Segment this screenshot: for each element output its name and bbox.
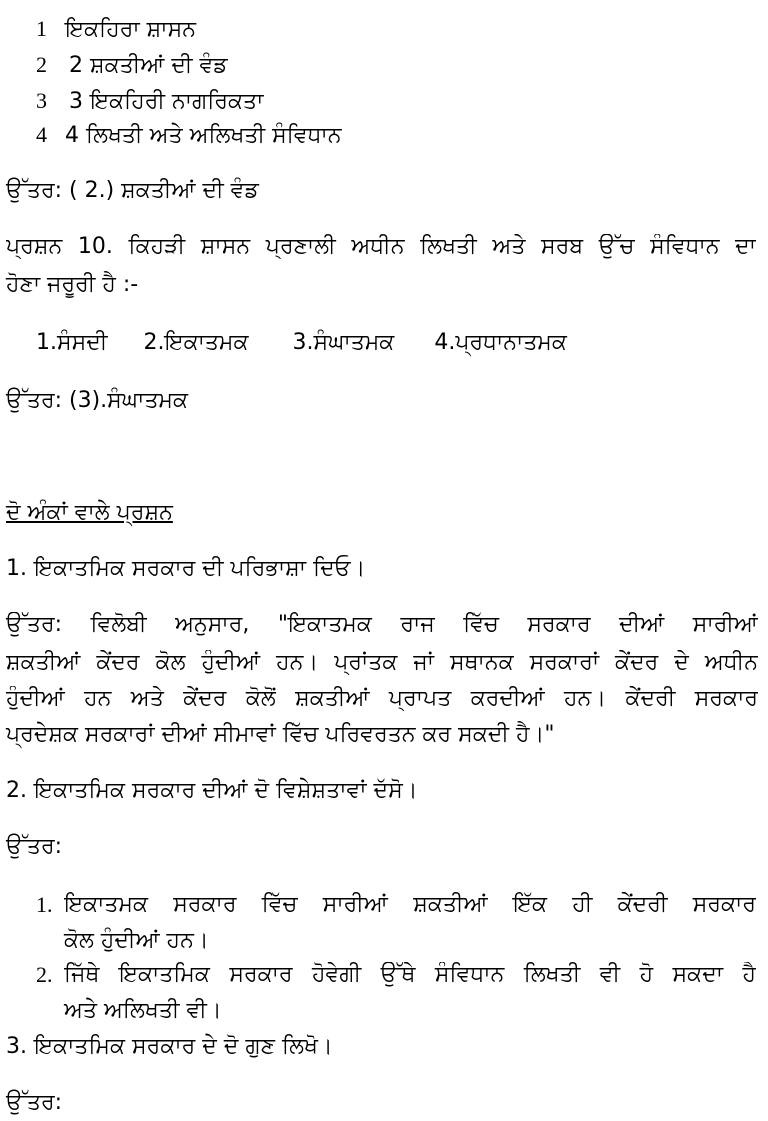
q2-answer-label: ਉੱਤਰ: [6,834,63,859]
option-number: 2 [36,52,47,77]
q2-point-1-line1: ਇਕਾਤਮਕ ਸਰਕਾਰ ਵਿੱਚ ਸਾਰੀਆਂ ਸ਼ਕਤੀਆਂ ਇੱਕ ਹੀ ਕੇਂਦਰੀ ਸਰਕਾਰ [64,892,756,917]
q2-point-1-line2: ਕੋਲ ਹੁੰਦੀਆਂ ਹਨ। [64,928,209,953]
option-text: 3 ਇਕਹਿਰੀ ਨਾਗਰਿਕਤਾ [69,89,264,114]
q2-question: 2. ਇਕਾਤਮਿਕ ਸਰਕਾਰ ਦੀਆਂ ਦੋ ਵਿਸ਼ੇਸ਼ਤਾਵਾਂ ਦੱਸੋ। [6,778,418,803]
option-text: ਇਕਹਿਰਾ ਸ਼ਾਸਨ [65,17,196,42]
section-heading: ਦੋ ਅੰਕਾਂ ਵਾਲੇ ਪ੍ਰਸ਼ਨ [6,500,173,525]
q10-option-2: 2.ਇਕਾਤਮਕ [143,330,249,355]
question-10-options [36,330,567,356]
option-2 [36,52,228,79]
option-text: 4 ਲਿਖਤੀ ਅਤੇ ਅਲਿਖਤੀ ਸੰਵਿਧਾਨ [65,123,342,148]
q2-point-2-line1: ਜਿੱਥੇ ਇਕਾਤਮਿਕ ਸਰਕਾਰ ਹੋਵੇਗੀ ਉੱਥੇ ਸੰਵਿਧਾਨ ਲਿਖਤੀ ਵੀ ਹੋ ਸਕਦਾ ਹੈ [64,962,756,987]
option-number: 1 [36,16,47,41]
option-number: 3 [36,88,47,113]
answer-10: ਉੱਤਰ: (3).ਸੰਘਾਤਮਕ [6,388,189,413]
q10-option-1: 1.ਸੰਸਦੀ [36,330,108,355]
option-3 [36,88,263,115]
q1-answer-line1: ਉੱਤਰ: ਵਿਲੋਬੀ ਅਨੁਸਾਰ, "ਇਕਾਤਮਕ ਰਾਜ ਵਿੱਚ ਸਰਕਾਰ ਦੀਆਂ ਸਾਰੀਆਂ [6,612,758,637]
answer-9: ਉੱਤਰ: ( 2.) ਸ਼ਕਤੀਆਂ ਦੀ ਵੰਡ [6,178,259,203]
q3-question: 3. ਇਕਾਤਮਿਕ ਸਰਕਾਰ ਦੇ ਦੋ ਗੁਣ ਲਿਖੋ। [6,1034,333,1059]
q1-question: 1. ਇਕਾਤਮਿਕ ਸਰਕਾਰ ਦੀ ਪਰਿਭਾਸ਼ਾ ਦਿਓ। [6,556,366,581]
q10-option-3: 3.ਸੰਘਾਤਮਕ [292,330,395,355]
option-number: 4 [36,122,47,147]
q1-answer-line4: ਪ੍ਰਦੇਸ਼ਕ ਸਰਕਾਰਾਂ ਦੀਆਂ ਸੀਮਾਵਾਂ ਵਿੱਚ ਪਰਿਵਰਤਨ ਕਰ ਸਕਦੀ ਹੈ।" [6,722,555,747]
q1-answer-line3: ਹੁੰਦੀਆਂ ਹਨ ਅਤੇ ਕੇਂਦਰ ਕੋਲੋਂ ਸ਼ਕਤੀਆਂ ਪ੍ਰਾਪਤ ਕਰਦੀਆਂ ਹਨ। ਕੇਂਦਰੀ ਸਰਕਾਰ [6,686,758,711]
q3-answer-label: ਉੱਤਰ: [6,1090,63,1115]
q1-answer-line2: ਸ਼ਕਤੀਆਂ ਕੇਂਦਰ ਕੋਲ ਹੁੰਦੀਆਂ ਹਨ। ਪ੍ਰਾਂਤਕ ਜਾਂ ਸਥਾਨਕ ਸਰਕਾਰਾਂ ਕੇਂਦਰ ਦੇ ਅਧੀਨ [6,650,758,675]
q10-option-4: 4.ਪ੍ਰਧਾਨਾਤਮਕ [434,330,567,355]
option-1 [36,16,196,43]
q2-point-2-line2: ਅਤੇ ਅਲਿਖਤੀ ਵੀ। [64,998,222,1023]
question-10-line2: ਹੋਣਾ ਜਰੂਰੀ ਹੈ :- [6,272,139,297]
option-text: 2 ਸ਼ਕਤੀਆਂ ਦੀ ਵੰਡ [69,53,228,78]
q2-point-2-number: 2. [36,962,53,987]
option-4 [36,122,342,149]
q2-point-1-number: 1. [36,892,53,917]
question-10-line1: ਪ੍ਰਸ਼ਨ 10. ਕਿਹੜੀ ਸ਼ਾਸਨ ਪ੍ਰਣਾਲੀ ਅਧੀਨ ਲਿਖਤੀ ਅਤੇ ਸਰਬ ਉੱਚ ਸੰਵਿਧਾਨ ਦਾ [6,234,756,259]
